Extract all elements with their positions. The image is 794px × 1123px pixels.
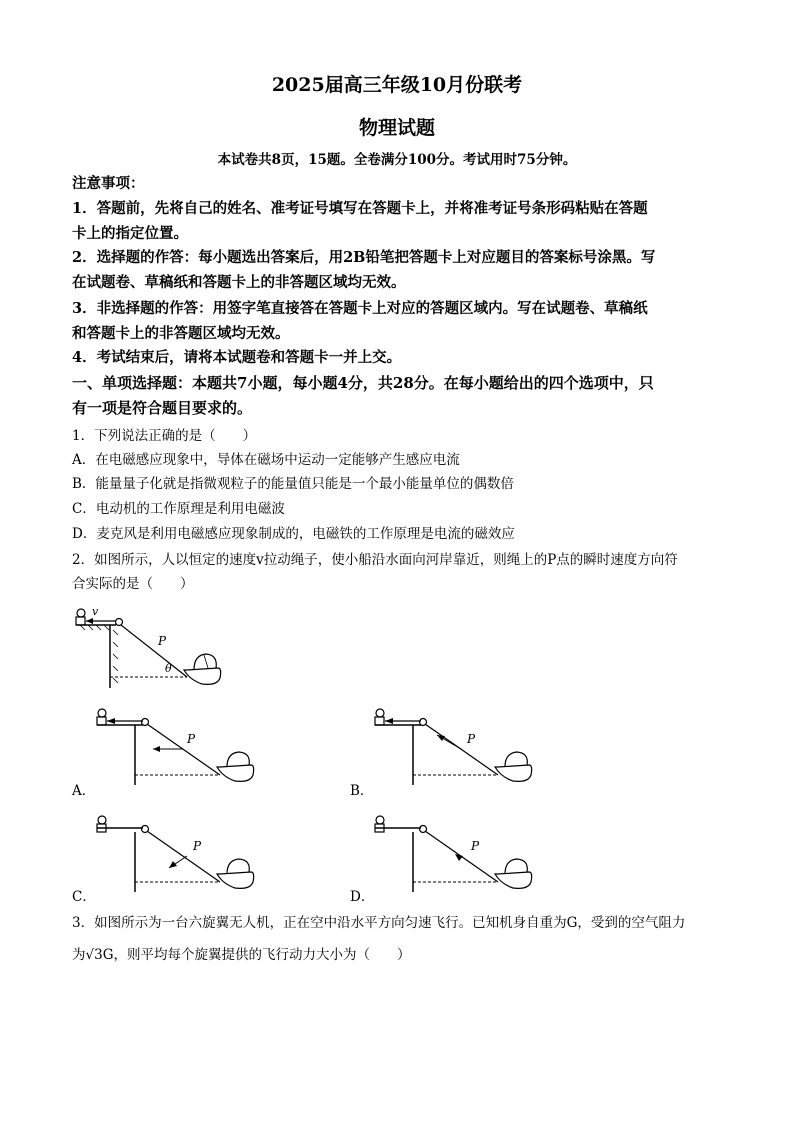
velocity-label: v xyxy=(92,605,99,618)
q2-option-d-label: D． xyxy=(350,889,375,905)
q1-option-c: C．电动机的工作原理是利用电磁波 xyxy=(72,501,285,517)
point-p-label: P xyxy=(467,732,476,746)
q1-option-d: D．麦克风是利用电磁感应现象制成的，电磁铁的工作原理是电流的磁效应 xyxy=(72,526,515,542)
q1-option-a: A．在电磁感应现象中，导体在磁场中运动一定能够产生感应电流 xyxy=(72,452,460,468)
subject-title: 物理试题 xyxy=(358,117,435,139)
section-heading: 一、单项选择题：本题共7小题，每小题4分，共28分。在每小题给出的四个选项中，只 xyxy=(72,374,654,392)
q2-option-b-label: B． xyxy=(350,783,374,799)
note-line: 和答题卡上的非答题区域均无效。 xyxy=(72,325,290,342)
q2-option-a-figure xyxy=(95,703,260,788)
point-p-label: P xyxy=(193,839,202,853)
q2-option-c-figure xyxy=(95,810,260,895)
q2-option-b-figure xyxy=(373,703,538,788)
q3-stem: 3．如图所示为一台六旋翼无人机，正在空中沿水平方向匀速飞行。已知机身自重为G，受到的空气阻力 xyxy=(72,915,686,931)
section-heading-cont: 有一项是符合题目要求的。 xyxy=(72,399,253,417)
note-line: 1．答题前，先将自己的姓名、准考证号填写在答题卡上，并将准考证号条形码粘贴在答题 xyxy=(72,200,648,217)
note-line: 在试题卷、草稿纸和答题卡上的非答题区域均无效。 xyxy=(72,274,406,291)
notes-heading: 注意事项： xyxy=(72,175,145,192)
q3-stem-cont: 为√3G，则平均每个旋翼提供的飞行动力大小为（ ） xyxy=(72,947,411,963)
q1-option-b: B．能量量子化就是指微观粒子的能量值只能是一个最小能量单位的偶数倍 xyxy=(72,476,514,492)
note-line: 卡上的指定位置。 xyxy=(72,225,188,242)
note-line: 2．选择题的作答：每小题选出答案后，用2B铅笔把答题卡上对应题目的答案标号涂黑。写 xyxy=(72,249,656,266)
q2-main-figure xyxy=(72,600,232,695)
exam-intro: 本试卷共8页，15题。全卷满分100分。考试用时75分钟。 xyxy=(217,152,577,168)
note-line: 3．非选择题的作答：用签字笔直接答在答题卡上对应的答题区域内。写在试题卷、草稿纸 xyxy=(72,300,648,317)
q2-stem-cont: 合实际的是（ ） xyxy=(72,576,194,592)
point-p-label: P xyxy=(158,634,167,648)
q2-option-d-figure xyxy=(373,810,538,895)
q2-option-a-label: A． xyxy=(72,783,96,799)
note-line: 4．考试结束后，请将本试题卷和答题卡一并上交。 xyxy=(72,349,402,366)
q2-stem: 2．如图所示，人以恒定的速度v拉动绳子，使小船沿水面向河岸靠近，则绳上的P点的瞬时速度方向符 xyxy=(72,552,678,568)
exam-title: 2025届高三年级10月份联考 xyxy=(271,74,523,96)
q1-stem: 1．下列说法正确的是（ ） xyxy=(72,428,257,444)
point-p-label: P xyxy=(187,732,196,746)
theta-label: θ xyxy=(165,662,172,675)
q2-option-c-label: C． xyxy=(72,889,96,905)
point-p-label: P xyxy=(471,839,480,853)
